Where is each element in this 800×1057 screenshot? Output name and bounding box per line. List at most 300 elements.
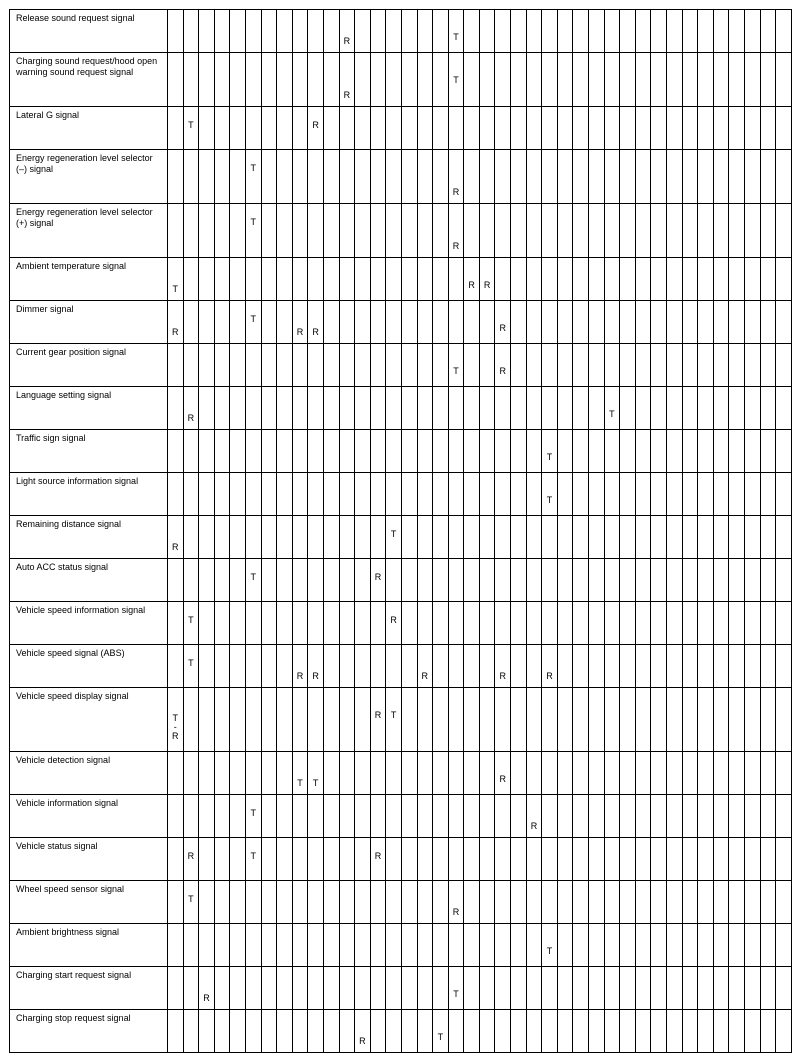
matrix-cell [620, 344, 636, 387]
matrix-cell [261, 752, 277, 795]
matrix-cell [542, 473, 558, 516]
matrix-cell [573, 258, 589, 301]
matrix-cell [261, 387, 277, 430]
matrix-cell [386, 602, 402, 645]
matrix-cell [776, 53, 792, 107]
matrix-cell [183, 473, 199, 516]
matrix-cell [698, 602, 714, 645]
matrix-cell [323, 602, 339, 645]
matrix-cell [667, 838, 683, 881]
matrix-cell [651, 430, 667, 473]
matrix-cell [464, 473, 480, 516]
matrix-cell [183, 752, 199, 795]
matrix-cell [698, 645, 714, 688]
matrix-cell [511, 10, 527, 53]
receive-mark: R [172, 327, 179, 337]
matrix-cell [729, 967, 745, 1010]
matrix-cell [744, 752, 760, 795]
matrix-cell [620, 10, 636, 53]
matrix-cell [277, 53, 293, 107]
matrix-cell [417, 473, 433, 516]
matrix-cell [635, 559, 651, 602]
matrix-cell [183, 10, 199, 53]
matrix-cell [183, 1010, 199, 1053]
matrix-cell [542, 795, 558, 838]
matrix-cell [370, 838, 386, 881]
matrix-cell [448, 430, 464, 473]
matrix-cell [729, 473, 745, 516]
matrix-cell [744, 430, 760, 473]
matrix-cell [386, 795, 402, 838]
matrix-cell [401, 881, 417, 924]
matrix-cell [620, 838, 636, 881]
matrix-cell [713, 107, 729, 150]
receive-mark: R [296, 671, 304, 681]
matrix-cell [199, 516, 215, 559]
transmit-mark: T [609, 409, 615, 419]
matrix-cell [651, 602, 667, 645]
matrix-cell [339, 387, 355, 430]
matrix-cell [713, 752, 729, 795]
signal-name-cell [10, 344, 168, 387]
matrix-cell [542, 10, 558, 53]
matrix-cell [168, 645, 184, 688]
matrix-cell [308, 387, 324, 430]
matrix-cell [479, 645, 495, 688]
signal-matrix [9, 9, 792, 1053]
matrix-cell [511, 1010, 527, 1053]
matrix-cell [635, 688, 651, 752]
matrix-cell [355, 516, 371, 559]
matrix-cell [245, 881, 261, 924]
transmit-mark: T - R [172, 713, 179, 741]
matrix-cell [370, 795, 386, 838]
matrix-cell [308, 688, 324, 752]
matrix-cell [698, 430, 714, 473]
matrix-cell [308, 473, 324, 516]
matrix-cell [495, 924, 511, 967]
matrix-cell [277, 150, 293, 204]
matrix-cell [214, 516, 230, 559]
matrix-cell [370, 387, 386, 430]
matrix-cell [620, 150, 636, 204]
matrix-cell [573, 924, 589, 967]
signal-name: Lateral G signal [16, 110, 80, 120]
matrix-cell [604, 473, 620, 516]
matrix-cell [277, 344, 293, 387]
matrix-cell [401, 430, 417, 473]
matrix-cell [292, 838, 308, 881]
matrix-cell [682, 344, 698, 387]
matrix-cell [479, 602, 495, 645]
matrix-cell [557, 967, 573, 1010]
matrix-cell [744, 53, 760, 107]
table-row [10, 516, 792, 559]
matrix-cell [386, 387, 402, 430]
matrix-cell [168, 150, 184, 204]
matrix-cell [495, 1010, 511, 1053]
matrix-cell [448, 387, 464, 430]
matrix-cell [573, 795, 589, 838]
matrix-cell [386, 301, 402, 344]
matrix-cell [557, 204, 573, 258]
matrix-cell [479, 752, 495, 795]
matrix-cell [526, 838, 542, 881]
matrix-cell [495, 301, 511, 344]
matrix-cell [604, 924, 620, 967]
matrix-cell [776, 881, 792, 924]
matrix-cell [635, 107, 651, 150]
matrix-cell [433, 752, 449, 795]
receive-mark: R [483, 280, 491, 290]
matrix-cell [277, 795, 293, 838]
matrix-cell [464, 150, 480, 204]
matrix-cell [589, 645, 605, 688]
matrix-cell [464, 258, 480, 301]
matrix-cell [183, 107, 199, 150]
matrix-cell [308, 752, 324, 795]
matrix-cell [308, 344, 324, 387]
matrix-cell [682, 1010, 698, 1053]
matrix-cell [635, 258, 651, 301]
matrix-cell [277, 258, 293, 301]
matrix-cell [183, 924, 199, 967]
matrix-cell [448, 1010, 464, 1053]
matrix-cell [323, 344, 339, 387]
matrix-cell [448, 924, 464, 967]
matrix-cell [230, 258, 246, 301]
matrix-cell [261, 795, 277, 838]
matrix-cell [230, 387, 246, 430]
matrix-cell [355, 150, 371, 204]
matrix-cell [292, 258, 308, 301]
matrix-cell [495, 559, 511, 602]
signal-name: Light source information signal [16, 476, 139, 486]
matrix-cell [433, 645, 449, 688]
signal-name: Energy regeneration level selector (+) signal [16, 207, 153, 228]
matrix-cell [760, 645, 776, 688]
matrix-cell [277, 473, 293, 516]
matrix-cell [698, 881, 714, 924]
matrix-cell [214, 53, 230, 107]
matrix-cell [323, 150, 339, 204]
matrix-cell [433, 10, 449, 53]
matrix-cell [433, 473, 449, 516]
matrix-cell [386, 107, 402, 150]
matrix-cell [526, 150, 542, 204]
matrix-cell [667, 387, 683, 430]
matrix-cell [495, 107, 511, 150]
table-row [10, 795, 792, 838]
matrix-cell [168, 838, 184, 881]
matrix-cell [214, 258, 230, 301]
matrix-cell [573, 473, 589, 516]
matrix-cell [542, 258, 558, 301]
matrix-cell [589, 387, 605, 430]
matrix-cell [589, 204, 605, 258]
matrix-cell [277, 387, 293, 430]
matrix-cell [401, 473, 417, 516]
matrix-cell [511, 516, 527, 559]
signal-name: Release sound request signal [16, 13, 135, 23]
matrix-cell [433, 301, 449, 344]
signal-name-cell [10, 688, 168, 752]
matrix-cell [214, 10, 230, 53]
matrix-cell [339, 344, 355, 387]
table-row [10, 752, 792, 795]
matrix-cell [682, 53, 698, 107]
matrix-cell [682, 838, 698, 881]
matrix-cell [729, 516, 745, 559]
matrix-cell [417, 301, 433, 344]
matrix-cell [183, 53, 199, 107]
matrix-cell [542, 430, 558, 473]
matrix-cell [620, 516, 636, 559]
matrix-cell [245, 559, 261, 602]
matrix-cell [526, 473, 542, 516]
matrix-cell [308, 10, 324, 53]
matrix-cell [401, 838, 417, 881]
matrix-cell [230, 473, 246, 516]
matrix-cell [214, 150, 230, 204]
matrix-cell [511, 838, 527, 881]
receive-mark: R [499, 366, 507, 376]
transmit-mark: T [188, 120, 194, 130]
matrix-cell [339, 967, 355, 1010]
matrix-cell [448, 602, 464, 645]
matrix-cell [245, 516, 261, 559]
signal-name-cell [10, 752, 168, 795]
matrix-cell [199, 602, 215, 645]
matrix-cell [214, 881, 230, 924]
matrix-cell [698, 838, 714, 881]
matrix-cell [261, 150, 277, 204]
matrix-cell [667, 301, 683, 344]
matrix-cell [464, 1010, 480, 1053]
table-row [10, 301, 792, 344]
matrix-cell [511, 881, 527, 924]
matrix-cell [542, 516, 558, 559]
matrix-cell [417, 688, 433, 752]
matrix-cell [713, 53, 729, 107]
transmit-mark: T [188, 658, 194, 668]
matrix-cell [729, 795, 745, 838]
matrix-cell [464, 838, 480, 881]
matrix-cell [245, 645, 261, 688]
matrix-cell [682, 752, 698, 795]
matrix-cell [604, 258, 620, 301]
matrix-cell [245, 688, 261, 752]
matrix-cell [479, 473, 495, 516]
matrix-cell [744, 258, 760, 301]
matrix-cell [479, 924, 495, 967]
matrix-cell [448, 838, 464, 881]
table-row [10, 688, 792, 752]
matrix-cell [308, 838, 324, 881]
matrix-cell [183, 967, 199, 1010]
transmit-mark: T [250, 808, 257, 818]
matrix-cell [261, 924, 277, 967]
matrix-cell [448, 53, 464, 107]
matrix-cell [339, 645, 355, 688]
matrix-cell [339, 301, 355, 344]
matrix-cell [370, 752, 386, 795]
matrix-cell [277, 924, 293, 967]
matrix-cell [448, 752, 464, 795]
matrix-cell [573, 387, 589, 430]
receive-mark: R [343, 36, 351, 46]
matrix-cell [168, 473, 184, 516]
matrix-cell [495, 602, 511, 645]
matrix-cell [713, 1010, 729, 1053]
matrix-cell [526, 516, 542, 559]
matrix-cell [651, 752, 667, 795]
matrix-cell [542, 559, 558, 602]
matrix-cell [292, 967, 308, 1010]
matrix-cell [245, 150, 261, 204]
matrix-cell [308, 430, 324, 473]
matrix-cell [667, 881, 683, 924]
matrix-cell [713, 645, 729, 688]
signal-name: Ambient temperature signal [16, 261, 127, 271]
matrix-cell [355, 1010, 371, 1053]
matrix-cell [573, 344, 589, 387]
matrix-cell [323, 795, 339, 838]
matrix-cell [355, 344, 371, 387]
matrix-cell [495, 645, 511, 688]
receive-mark: R [374, 572, 382, 582]
matrix-cell [417, 204, 433, 258]
matrix-cell [495, 838, 511, 881]
matrix-cell [339, 559, 355, 602]
matrix-cell [651, 881, 667, 924]
matrix-cell [713, 967, 729, 1010]
matrix-cell [355, 645, 371, 688]
table-row [10, 559, 792, 602]
matrix-cell [511, 645, 527, 688]
matrix-cell [526, 795, 542, 838]
matrix-cell [713, 387, 729, 430]
matrix-cell [323, 838, 339, 881]
matrix-cell [667, 107, 683, 150]
matrix-cell [511, 301, 527, 344]
matrix-cell [464, 204, 480, 258]
matrix-cell [323, 559, 339, 602]
matrix-cell [323, 752, 339, 795]
receive-mark: R [468, 280, 475, 290]
matrix-cell [526, 204, 542, 258]
matrix-cell [479, 516, 495, 559]
matrix-cell [495, 516, 511, 559]
matrix-cell [760, 795, 776, 838]
matrix-cell [651, 838, 667, 881]
receive-mark: R [452, 241, 460, 251]
matrix-cell [401, 795, 417, 838]
matrix-cell [386, 430, 402, 473]
matrix-cell [199, 10, 215, 53]
matrix-cell [667, 924, 683, 967]
signal-name: Wheel speed sensor signal [16, 884, 125, 894]
matrix-cell [433, 150, 449, 204]
signal-name: Vehicle status signal [16, 841, 98, 851]
matrix-cell [214, 1010, 230, 1053]
receive-mark: R [172, 542, 179, 552]
matrix-cell [214, 107, 230, 150]
matrix-cell [682, 387, 698, 430]
signal-name-cell [10, 881, 168, 924]
matrix-cell [744, 204, 760, 258]
matrix-cell [776, 344, 792, 387]
transmit-mark: T [250, 314, 257, 324]
matrix-cell [479, 795, 495, 838]
table-row [10, 430, 792, 473]
matrix-cell [604, 344, 620, 387]
matrix-cell [464, 688, 480, 752]
matrix-cell [682, 430, 698, 473]
matrix-cell [433, 516, 449, 559]
matrix-cell [433, 344, 449, 387]
matrix-cell [433, 53, 449, 107]
matrix-cell [635, 645, 651, 688]
matrix-cell [744, 924, 760, 967]
matrix-cell [214, 559, 230, 602]
matrix-cell [401, 602, 417, 645]
matrix-cell [168, 204, 184, 258]
matrix-cell [464, 602, 480, 645]
matrix-cell [667, 602, 683, 645]
matrix-cell [479, 387, 495, 430]
matrix-cell [542, 107, 558, 150]
matrix-cell [589, 107, 605, 150]
matrix-cell [776, 10, 792, 53]
matrix-cell [339, 53, 355, 107]
matrix-cell [526, 387, 542, 430]
matrix-cell [542, 924, 558, 967]
matrix-cell [261, 53, 277, 107]
matrix-cell [183, 430, 199, 473]
matrix-cell [355, 473, 371, 516]
matrix-cell [526, 559, 542, 602]
matrix-cell [604, 107, 620, 150]
matrix-cell [277, 1010, 293, 1053]
matrix-cell [183, 881, 199, 924]
matrix-cell [323, 10, 339, 53]
signal-name: Vehicle detection signal [16, 755, 111, 765]
matrix-cell [589, 1010, 605, 1053]
matrix-cell [308, 150, 324, 204]
matrix-cell [589, 430, 605, 473]
matrix-cell [542, 53, 558, 107]
matrix-cell [448, 344, 464, 387]
matrix-cell [433, 430, 449, 473]
matrix-cell [667, 559, 683, 602]
table-row [10, 258, 792, 301]
matrix-cell [355, 688, 371, 752]
matrix-cell [573, 559, 589, 602]
matrix-cell [261, 559, 277, 602]
matrix-cell [776, 795, 792, 838]
matrix-cell [729, 387, 745, 430]
signal-name-cell [10, 430, 168, 473]
matrix-cell [729, 150, 745, 204]
matrix-cell [776, 967, 792, 1010]
matrix-cell [635, 752, 651, 795]
matrix-cell [511, 258, 527, 301]
receive-mark: R [390, 615, 397, 625]
matrix-cell [573, 881, 589, 924]
matrix-cell [370, 53, 386, 107]
matrix-cell [401, 150, 417, 204]
